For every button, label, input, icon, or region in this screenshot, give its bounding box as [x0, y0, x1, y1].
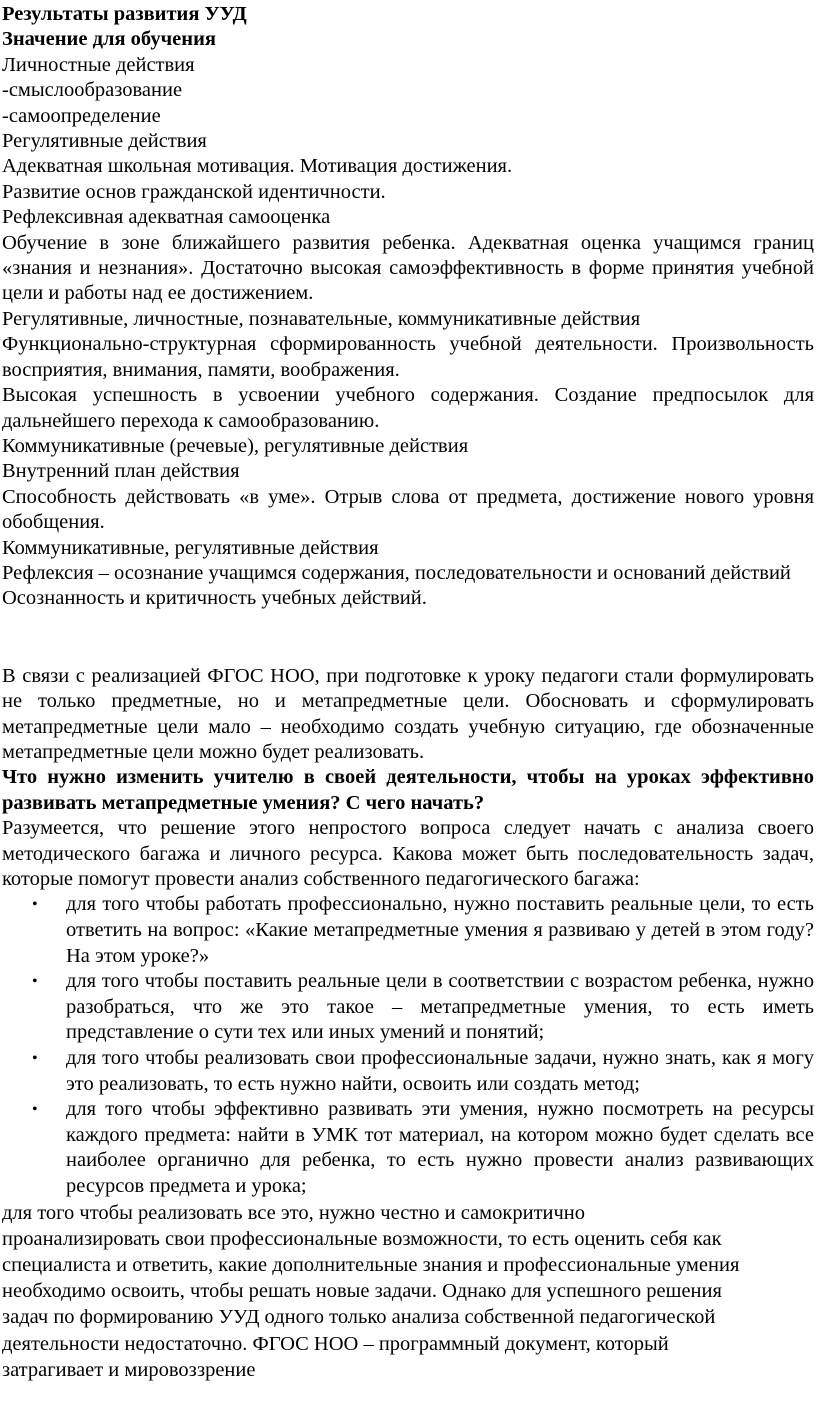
text-line: Осознанность и критичность учебных действий. [2, 587, 427, 610]
text-line: затрагивает и мировоззрение [2, 1358, 256, 1381]
paragraph-fgos: В связи с реализацией ФГОС НОО, при подготовке к уроку педагоги стали формулировать не только предметные, но и метапредметные цели. Обосновать и сформулировать метапредметные цели мало – необходимо создать учебную ситуацию, где обозначенные метапредметные цели можно будет реализовать. [2, 664, 814, 763]
text-line: Регулятивные, личностные, познавательные, коммуникативные действия [2, 307, 641, 330]
paragraph-zone: Обучение в зоне ближайшего развития ребенка. Адекватная оценка учащимся границ «знания и незнания». Достаточно высокая самоэффективность в форме принятия учебной цели и работы над ее достижением. [2, 231, 814, 305]
text-line: Коммуникативные (речевые), регулятивные действия [2, 434, 469, 457]
paragraph-reflection: Рефлексия – осознание учащимся содержания, последовательности и оснований действий [2, 561, 791, 584]
bullet-icon: • [32, 1049, 38, 1067]
list-item: • для того чтобы реализовать свои профессиональные задачи, нужно знать, как я могу это реализовать, то есть нужно найти, освоить или создать метод; [32, 1046, 814, 1095]
text-line: Регулятивные действия [2, 130, 207, 153]
spacer [2, 612, 814, 664]
text-line: необходимо освоить, чтобы решать новые задачи. Однако для успешного решения [2, 1280, 722, 1303]
text-line: Адекватная школьная мотивация. Мотивация достижения. [2, 155, 513, 178]
paragraph-analysis: Разумеется, что решение этого непростого вопроса следует начать с анализа своего методического багажа и личного ресурса. Какова может быть последовательность задач, которые помогут провести анализ собственного педагогического багажа: [2, 817, 814, 890]
bullet-icon: • [32, 1101, 38, 1119]
heading-meaning: Значение для обучения [2, 28, 216, 51]
text-line: специалиста и ответить, какие дополнительные знания и профессиональные умения [2, 1253, 740, 1276]
text-line: Коммуникативные, регулятивные действия [2, 536, 379, 559]
text-line: деятельности недостаточно. ФГОС НОО – программный документ, который [2, 1332, 669, 1355]
text-line: для того чтобы реализовать все это, нужно честно и самокритично [2, 1201, 586, 1224]
question-heading: Что нужно изменить учителю в своей деятельности, чтобы на уроках эффективно развивать метапредметные умения? С чего начать? [2, 766, 814, 814]
paragraph-success: Высокая успешность в усвоении учебного содержания. Создание предпосылок для дальнейшего перехода к самообразованию. [2, 384, 814, 432]
heading-results: Результаты развития УУД [2, 3, 247, 25]
paragraph-structure: Функционально-структурная сформированность учебной деятельности. Произвольность восприятия, внимания, памяти, воображения. [2, 333, 814, 381]
text-line: Развитие основ гражданской идентичности. [2, 180, 386, 203]
list-item: • для того чтобы поставить реальные цели в соответствии с возрастом ребенка, нужно разобраться, что же это такое – метапредметные умения, то есть иметь представление о сути тех или иных умений и понятий; [32, 970, 814, 1044]
list-item: • для того чтобы работать профессионально, нужно поставить реальные цели, то есть ответить на вопрос: «Какие метапредметные умения я развиваю у детей в этом году? На этом уроке?» [32, 893, 814, 967]
text-line: задач по формированию УУД одного только анализа собственной педагогической [2, 1306, 716, 1329]
text-line: Личностные действия [2, 53, 195, 76]
text-line: -самоопределение [2, 104, 161, 127]
bullet-list [2, 892, 814, 1199]
paragraph-mind: Способность действовать «в уме». Отрыв слова от предмета, достижение нового уровня обобщения. [2, 485, 814, 534]
list-item: • для того чтобы эффективно развивать эти умения, нужно посмотреть на ресурсы каждого предмета: найти в УМК тот материал, на котором можно будет сделать все наиболее органично для ребенка, то есть нужно провести анализ развивающих ресурсов предмета и урока; [32, 1098, 814, 1197]
bullet-icon: • [32, 973, 38, 991]
text-line: проанализировать свои профессиональные возможности, то есть оценить себя как [2, 1227, 722, 1250]
text-line: Внутренний план действия [2, 460, 240, 483]
text-line: Рефлексивная адекватная самооценка [2, 206, 331, 229]
bullet-icon: • [32, 896, 38, 914]
text-line: -смыслообразование [2, 79, 183, 102]
